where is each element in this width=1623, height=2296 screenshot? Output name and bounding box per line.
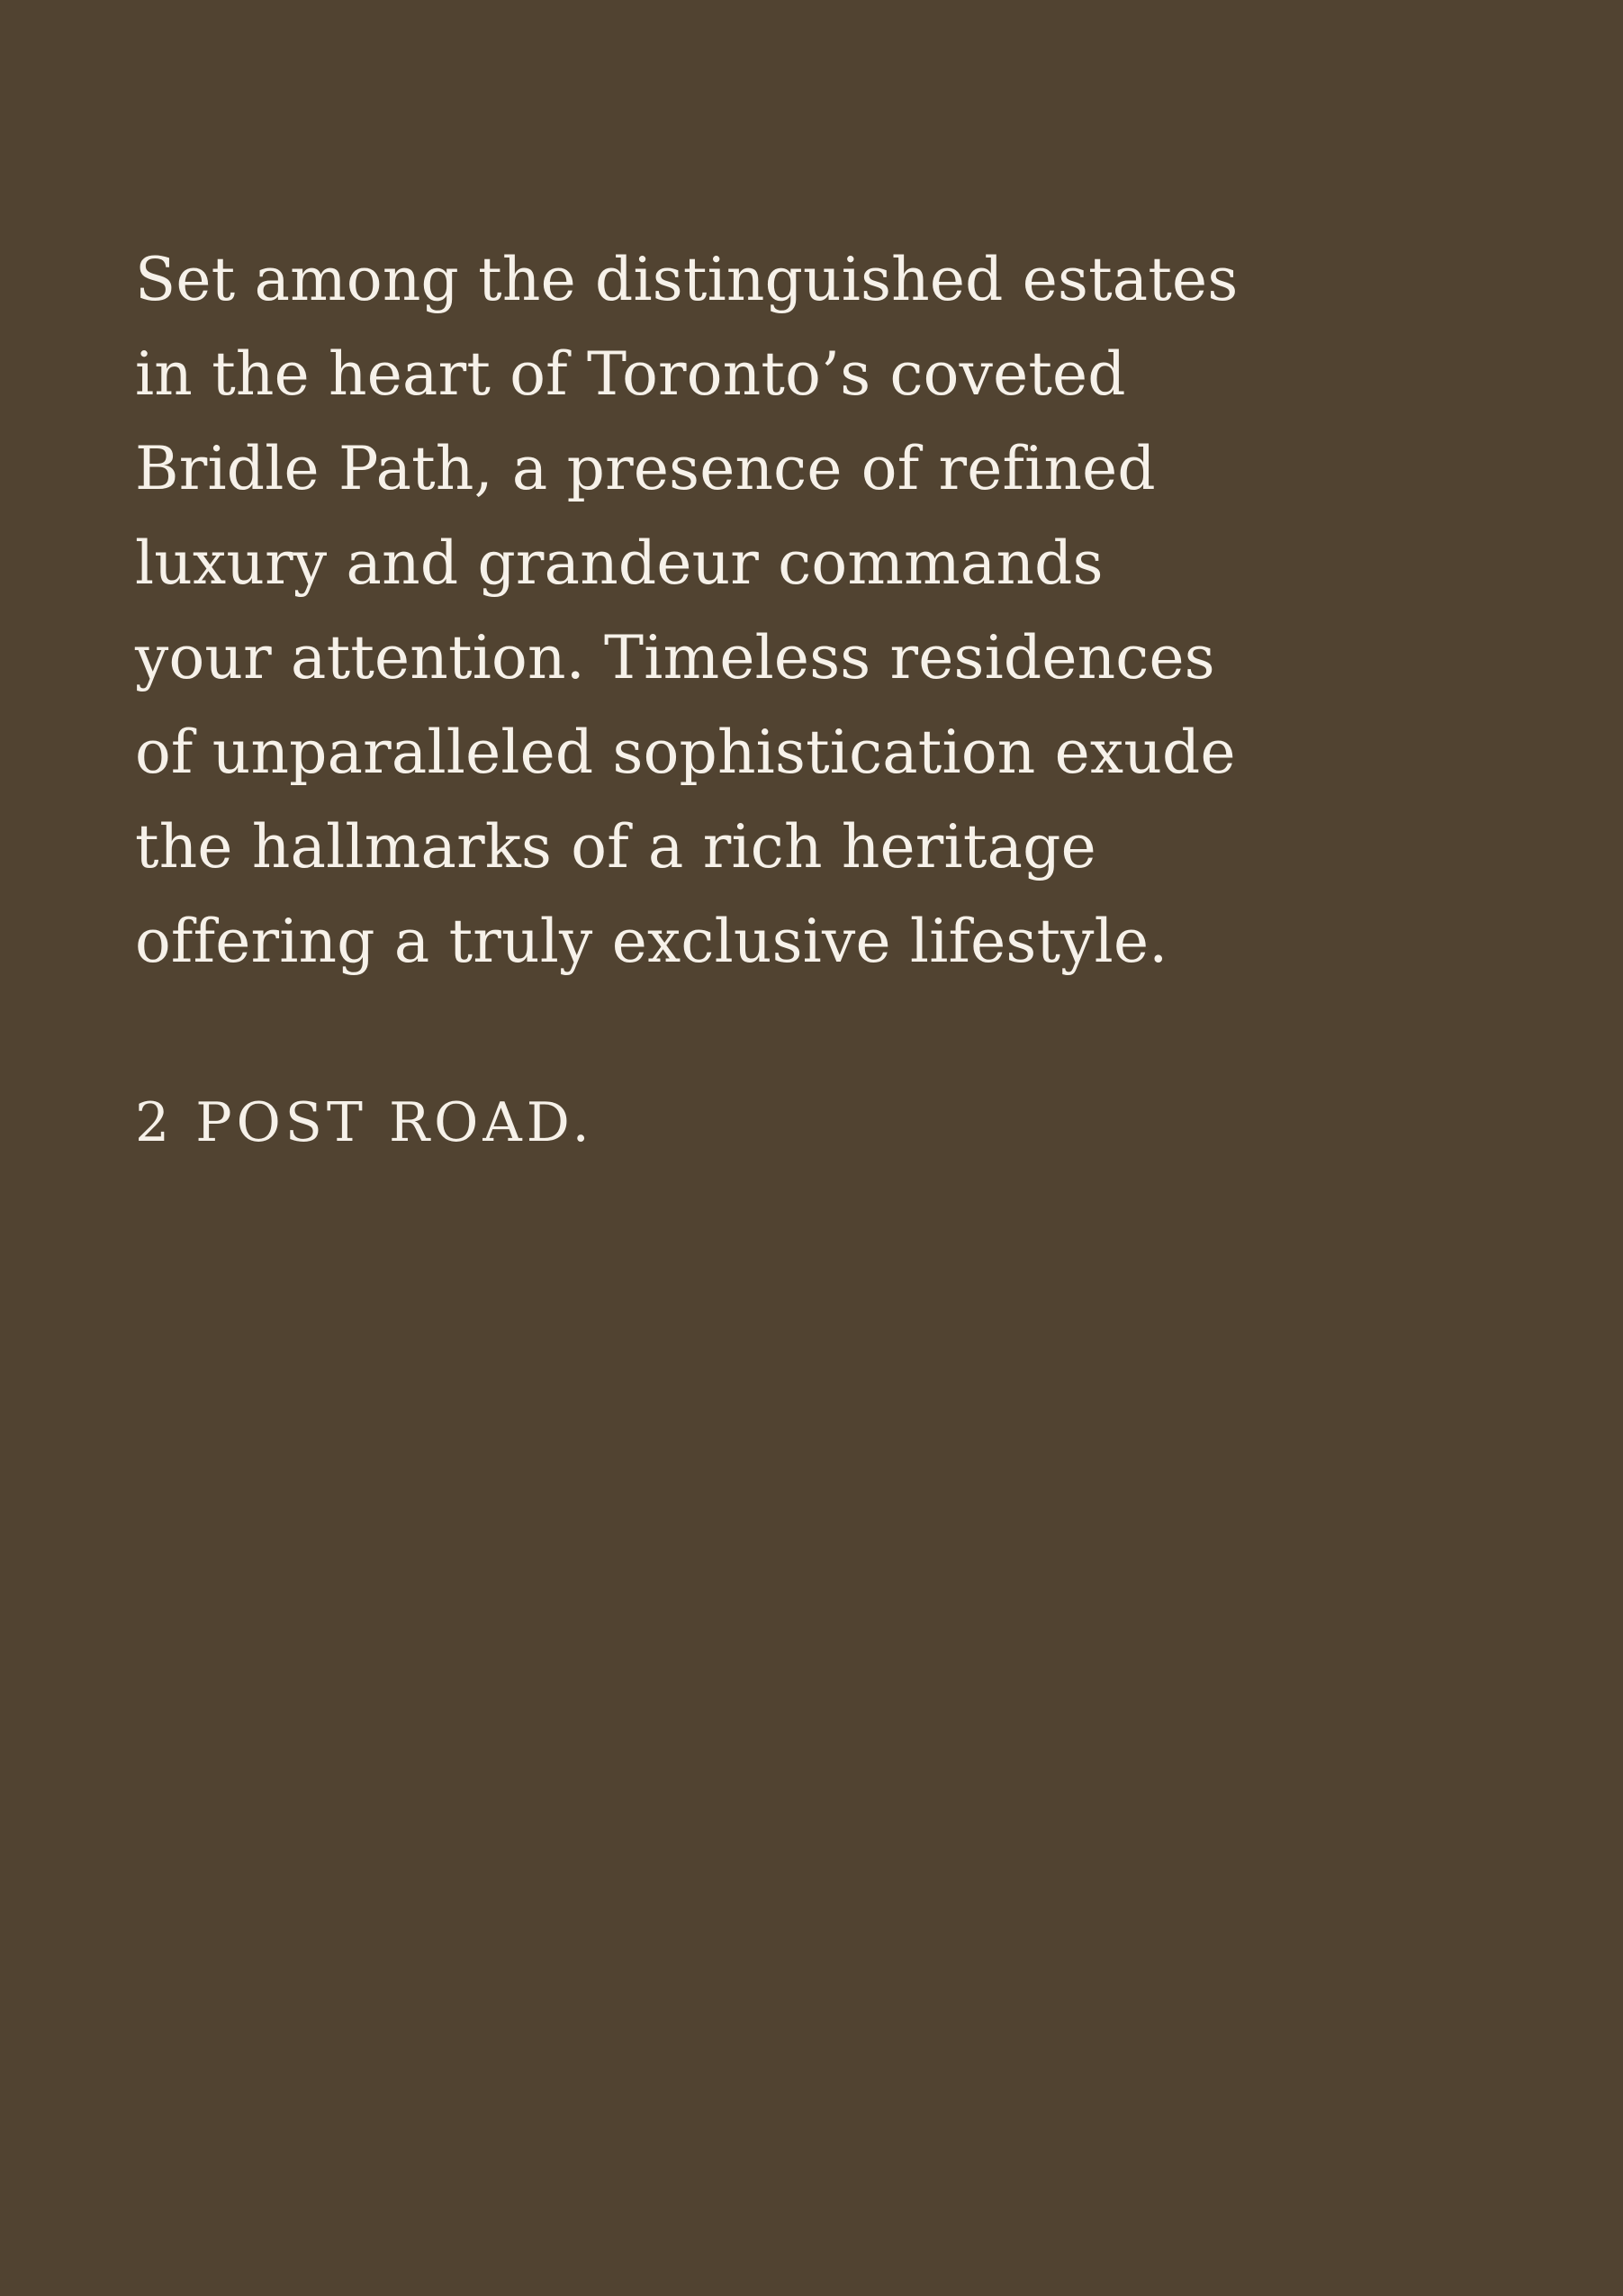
intro-line-4: luxury and grandeur commands bbox=[135, 529, 1104, 598]
intro-line-1: Set among the distinguished estates bbox=[135, 245, 1239, 314]
page-content bbox=[135, 232, 1305, 1154]
intro-paragraph bbox=[135, 232, 1305, 989]
intro-line-3: Bridle Path, a presence of refined bbox=[135, 434, 1156, 503]
property-address: 2 POST ROAD. bbox=[135, 1091, 594, 1154]
intro-line-8: offering a truly exclusive lifestyle. bbox=[135, 907, 1168, 976]
intro-line-6: of unparalleled sophistication exude bbox=[135, 718, 1236, 787]
intro-line-5: your attention. Timeless residences bbox=[135, 623, 1215, 692]
intro-line-2: in the heart of Toronto’s coveted bbox=[135, 339, 1126, 409]
intro-line-7: the hallmarks of a rich heritage bbox=[135, 812, 1096, 881]
